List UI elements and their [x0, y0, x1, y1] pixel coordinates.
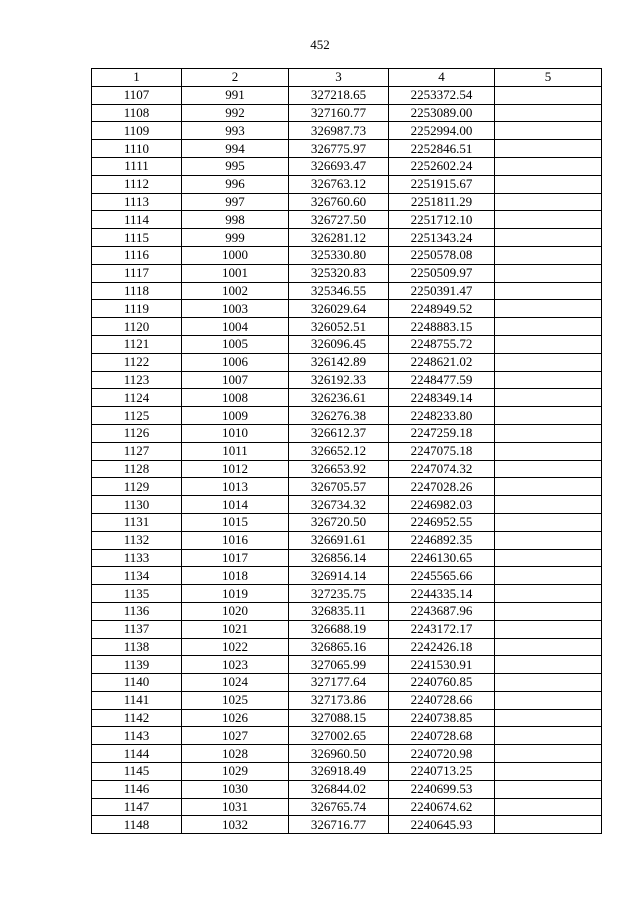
table-cell-col-1: 1108 — [92, 104, 182, 122]
table-cell-col-3: 326760.60 — [289, 193, 389, 211]
table-cell-col-1: 1140 — [92, 674, 182, 692]
table-cell-col-5 — [495, 318, 602, 336]
table-row — [92, 691, 602, 709]
table-cell-col-4: 2246892.35 — [389, 531, 495, 549]
table-cell-col-2: 1001 — [182, 264, 289, 282]
table-cell-col-3: 326652.12 — [289, 442, 389, 460]
table-cell-col-2: 1027 — [182, 727, 289, 745]
table-cell-col-5 — [495, 780, 602, 798]
table-cell-col-1: 1127 — [92, 442, 182, 460]
table-cell-col-2: 991 — [182, 86, 289, 104]
table-cell-col-3: 326688.19 — [289, 620, 389, 638]
table-cell-col-4: 2250578.08 — [389, 246, 495, 264]
table-cell-col-2: 1004 — [182, 318, 289, 336]
table-cell-col-3: 326765.74 — [289, 798, 389, 816]
table-cell-col-2: 1022 — [182, 638, 289, 656]
table-cell-col-1: 1114 — [92, 211, 182, 229]
table-cell-col-4: 2247259.18 — [389, 424, 495, 442]
table-row — [92, 549, 602, 567]
table-cell-col-5 — [495, 389, 602, 407]
table-cell-col-3: 327065.99 — [289, 656, 389, 674]
table-cell-col-5 — [495, 531, 602, 549]
table-row — [92, 86, 602, 104]
table-row — [92, 193, 602, 211]
table-cell-col-1: 1109 — [92, 122, 182, 140]
table-cell-col-2: 996 — [182, 175, 289, 193]
table-row — [92, 442, 602, 460]
table-cell-col-3: 326691.61 — [289, 531, 389, 549]
table-cell-col-2: 1016 — [182, 531, 289, 549]
table-cell-col-1: 1115 — [92, 229, 182, 247]
table-cell-col-2: 1012 — [182, 460, 289, 478]
table-row — [92, 513, 602, 531]
table-cell-col-2: 1014 — [182, 496, 289, 514]
table-cell-col-5 — [495, 638, 602, 656]
table-cell-col-4: 2251915.67 — [389, 175, 495, 193]
table-cell-col-4: 2250509.97 — [389, 264, 495, 282]
table-cell-col-5 — [495, 300, 602, 318]
table-cell-col-2: 1011 — [182, 442, 289, 460]
table-cell-col-3: 326192.33 — [289, 371, 389, 389]
table-cell-col-4: 2246130.65 — [389, 549, 495, 567]
table-cell-col-3: 326727.50 — [289, 211, 389, 229]
table-cell-col-3: 325320.83 — [289, 264, 389, 282]
table-cell-col-1: 1131 — [92, 513, 182, 531]
header-cell-3: 3 — [289, 69, 389, 87]
table-cell-col-1: 1126 — [92, 424, 182, 442]
table-cell-col-5 — [495, 549, 602, 567]
table-cell-col-2: 1018 — [182, 567, 289, 585]
coordinates-table — [91, 68, 602, 834]
table-cell-col-3: 325330.80 — [289, 246, 389, 264]
table-cell-col-1: 1133 — [92, 549, 182, 567]
table-cell-col-3: 327218.65 — [289, 86, 389, 104]
table-cell-col-1: 1116 — [92, 246, 182, 264]
table-cell-col-1: 1135 — [92, 585, 182, 603]
table-cell-col-2: 1026 — [182, 709, 289, 727]
table-cell-col-2: 1010 — [182, 424, 289, 442]
table-cell-col-5 — [495, 86, 602, 104]
table-cell-col-4: 2253372.54 — [389, 86, 495, 104]
table-cell-col-3: 326835.11 — [289, 602, 389, 620]
table-row — [92, 175, 602, 193]
table-cell-col-1: 1119 — [92, 300, 182, 318]
table-cell-col-1: 1134 — [92, 567, 182, 585]
table-cell-col-3: 327173.86 — [289, 691, 389, 709]
table-cell-col-2: 1009 — [182, 407, 289, 425]
table-cell-col-2: 1025 — [182, 691, 289, 709]
table-cell-col-1: 1124 — [92, 389, 182, 407]
table-cell-col-1: 1120 — [92, 318, 182, 336]
table-row — [92, 496, 602, 514]
table-cell-col-3: 326775.97 — [289, 140, 389, 158]
table-cell-col-5 — [495, 282, 602, 300]
header-cell-4: 4 — [389, 69, 495, 87]
table-cell-col-5 — [495, 513, 602, 531]
table-cell-col-3: 326612.37 — [289, 424, 389, 442]
table-cell-col-4: 2240738.85 — [389, 709, 495, 727]
table-cell-col-2: 993 — [182, 122, 289, 140]
table-cell-col-3: 326705.57 — [289, 478, 389, 496]
table-cell-col-1: 1144 — [92, 745, 182, 763]
table-cell-col-4: 2240713.25 — [389, 763, 495, 781]
table-cell-col-4: 2248883.15 — [389, 318, 495, 336]
table-cell-col-5 — [495, 442, 602, 460]
table-row — [92, 674, 602, 692]
table-cell-col-2: 998 — [182, 211, 289, 229]
table-row — [92, 816, 602, 834]
table-cell-col-4: 2240720.98 — [389, 745, 495, 763]
table-cell-col-4: 2245565.66 — [389, 567, 495, 585]
table-cell-col-4: 2247074.32 — [389, 460, 495, 478]
table-cell-col-5 — [495, 246, 602, 264]
table-cell-col-2: 1023 — [182, 656, 289, 674]
table-row — [92, 780, 602, 798]
table-cell-col-4: 2248621.02 — [389, 353, 495, 371]
table-cell-col-2: 1002 — [182, 282, 289, 300]
table-cell-col-3: 326276.38 — [289, 407, 389, 425]
table-cell-col-2: 997 — [182, 193, 289, 211]
table-cell-col-1: 1147 — [92, 798, 182, 816]
table-row — [92, 745, 602, 763]
table-cell-col-1: 1148 — [92, 816, 182, 834]
table-row — [92, 335, 602, 353]
table-cell-col-1: 1146 — [92, 780, 182, 798]
table-cell-col-3: 326716.77 — [289, 816, 389, 834]
table-row — [92, 264, 602, 282]
table-cell-col-4: 2240728.66 — [389, 691, 495, 709]
table-cell-col-3: 326914.14 — [289, 567, 389, 585]
table-row — [92, 478, 602, 496]
table-cell-col-3: 327088.15 — [289, 709, 389, 727]
table-cell-col-3: 326281.12 — [289, 229, 389, 247]
table-cell-col-2: 1013 — [182, 478, 289, 496]
table-cell-col-5 — [495, 193, 602, 211]
table-cell-col-3: 326236.61 — [289, 389, 389, 407]
table-cell-col-5 — [495, 353, 602, 371]
header-cell-2: 2 — [182, 69, 289, 87]
table-cell-col-1: 1123 — [92, 371, 182, 389]
table-cell-col-3: 326844.02 — [289, 780, 389, 798]
table-row — [92, 727, 602, 745]
table-cell-col-2: 1029 — [182, 763, 289, 781]
table-cell-col-2: 1031 — [182, 798, 289, 816]
table-row — [92, 371, 602, 389]
table-row — [92, 567, 602, 585]
table-cell-col-4: 2240645.93 — [389, 816, 495, 834]
table-row — [92, 638, 602, 656]
table-cell-col-5 — [495, 567, 602, 585]
table-cell-col-1: 1139 — [92, 656, 182, 674]
table-cell-col-5 — [495, 424, 602, 442]
table-cell-col-2: 1019 — [182, 585, 289, 603]
table-cell-col-3: 326763.12 — [289, 175, 389, 193]
table-cell-col-5 — [495, 727, 602, 745]
table-cell-col-1: 1130 — [92, 496, 182, 514]
table-cell-col-4: 2250391.47 — [389, 282, 495, 300]
table-cell-col-4: 2240728.68 — [389, 727, 495, 745]
table-cell-col-1: 1141 — [92, 691, 182, 709]
table-row — [92, 407, 602, 425]
table-row — [92, 318, 602, 336]
table-cell-col-4: 2248233.80 — [389, 407, 495, 425]
table-cell-col-3: 326096.45 — [289, 335, 389, 353]
table-cell-col-5 — [495, 122, 602, 140]
table-cell-col-5 — [495, 264, 602, 282]
table-cell-col-4: 2248949.52 — [389, 300, 495, 318]
table-cell-col-2: 1005 — [182, 335, 289, 353]
table-row — [92, 104, 602, 122]
table-cell-col-2: 999 — [182, 229, 289, 247]
table-cell-col-3: 326720.50 — [289, 513, 389, 531]
table-row — [92, 211, 602, 229]
table-cell-col-1: 1110 — [92, 140, 182, 158]
table-row — [92, 122, 602, 140]
table-cell-col-5 — [495, 104, 602, 122]
table-cell-col-2: 1020 — [182, 602, 289, 620]
table-cell-col-2: 1030 — [182, 780, 289, 798]
table-cell-col-5 — [495, 691, 602, 709]
table-body — [92, 69, 602, 834]
table-cell-col-5 — [495, 745, 602, 763]
table-cell-col-4: 2252994.00 — [389, 122, 495, 140]
table-cell-col-5 — [495, 140, 602, 158]
table-cell-col-1: 1121 — [92, 335, 182, 353]
table-cell-col-1: 1132 — [92, 531, 182, 549]
table-cell-col-5 — [495, 460, 602, 478]
table-cell-col-1: 1129 — [92, 478, 182, 496]
table-cell-col-2: 995 — [182, 157, 289, 175]
table-cell-col-4: 2248349.14 — [389, 389, 495, 407]
table-cell-col-4: 2242426.18 — [389, 638, 495, 656]
table-cell-col-3: 326052.51 — [289, 318, 389, 336]
table-cell-col-1: 1113 — [92, 193, 182, 211]
table-cell-col-5 — [495, 229, 602, 247]
table-cell-col-3: 326918.49 — [289, 763, 389, 781]
table-cell-col-4: 2243687.96 — [389, 602, 495, 620]
table-cell-col-3: 326856.14 — [289, 549, 389, 567]
table-cell-col-4: 2251343.24 — [389, 229, 495, 247]
table-cell-col-5 — [495, 211, 602, 229]
table-row — [92, 424, 602, 442]
table-cell-col-5 — [495, 763, 602, 781]
table-cell-col-3: 326693.47 — [289, 157, 389, 175]
table-cell-col-1: 1143 — [92, 727, 182, 745]
table-row — [92, 140, 602, 158]
table-cell-col-5 — [495, 157, 602, 175]
table-cell-col-4: 2247028.26 — [389, 478, 495, 496]
table-cell-col-2: 1000 — [182, 246, 289, 264]
table-cell-col-5 — [495, 602, 602, 620]
table-cell-col-4: 2246952.55 — [389, 513, 495, 531]
table-cell-col-1: 1112 — [92, 175, 182, 193]
table-cell-col-4: 2246982.03 — [389, 496, 495, 514]
table-cell-col-4: 2240760.85 — [389, 674, 495, 692]
table-cell-col-1: 1118 — [92, 282, 182, 300]
table-row — [92, 763, 602, 781]
table-cell-col-4: 2240674.62 — [389, 798, 495, 816]
table-row — [92, 531, 602, 549]
table-cell-col-4: 2240699.53 — [389, 780, 495, 798]
table-cell-col-5 — [495, 585, 602, 603]
table-cell-col-4: 2251712.10 — [389, 211, 495, 229]
table-cell-col-4: 2243172.17 — [389, 620, 495, 638]
table-cell-col-4: 2253089.00 — [389, 104, 495, 122]
table-cell-col-3: 326142.89 — [289, 353, 389, 371]
table-row — [92, 460, 602, 478]
table-cell-col-5 — [495, 371, 602, 389]
table-cell-col-3: 326987.73 — [289, 122, 389, 140]
table-row — [92, 282, 602, 300]
table-cell-col-5 — [495, 709, 602, 727]
table-cell-col-5 — [495, 496, 602, 514]
table-cell-col-2: 1032 — [182, 816, 289, 834]
table-cell-col-5 — [495, 674, 602, 692]
table-cell-col-1: 1145 — [92, 763, 182, 781]
table-row — [92, 709, 602, 727]
table-cell-col-4: 2241530.91 — [389, 656, 495, 674]
table-cell-col-2: 1028 — [182, 745, 289, 763]
table-row — [92, 300, 602, 318]
table-cell-col-1: 1137 — [92, 620, 182, 638]
table-cell-col-2: 1015 — [182, 513, 289, 531]
table-row — [92, 585, 602, 603]
table-cell-col-2: 1003 — [182, 300, 289, 318]
table-cell-col-5 — [495, 407, 602, 425]
table-row — [92, 229, 602, 247]
table-row — [92, 389, 602, 407]
table-cell-col-2: 1006 — [182, 353, 289, 371]
table-row — [92, 157, 602, 175]
table-cell-col-1: 1107 — [92, 86, 182, 104]
table-cell-col-3: 326865.16 — [289, 638, 389, 656]
table-cell-col-3: 327177.64 — [289, 674, 389, 692]
table-cell-col-1: 1122 — [92, 353, 182, 371]
table-cell-col-5 — [495, 798, 602, 816]
table-cell-col-1: 1111 — [92, 157, 182, 175]
table-row — [92, 620, 602, 638]
table-cell-col-2: 1021 — [182, 620, 289, 638]
table-row — [92, 798, 602, 816]
table-cell-col-5 — [495, 478, 602, 496]
table-cell-col-3: 326029.64 — [289, 300, 389, 318]
table-cell-col-3: 327235.75 — [289, 585, 389, 603]
table-cell-col-1: 1117 — [92, 264, 182, 282]
table-cell-col-4: 2244335.14 — [389, 585, 495, 603]
table-cell-col-2: 994 — [182, 140, 289, 158]
table-cell-col-4: 2248755.72 — [389, 335, 495, 353]
table-cell-col-2: 1007 — [182, 371, 289, 389]
table-cell-col-5 — [495, 656, 602, 674]
table-cell-col-5 — [495, 335, 602, 353]
table-cell-col-4: 2251811.29 — [389, 193, 495, 211]
table-cell-col-5 — [495, 175, 602, 193]
table-row — [92, 656, 602, 674]
table-cell-col-2: 992 — [182, 104, 289, 122]
table-cell-col-1: 1136 — [92, 602, 182, 620]
table-cell-col-1: 1138 — [92, 638, 182, 656]
table-cell-col-5 — [495, 816, 602, 834]
table-cell-col-1: 1125 — [92, 407, 182, 425]
table-cell-col-1: 1128 — [92, 460, 182, 478]
table-cell-col-2: 1008 — [182, 389, 289, 407]
table-row — [92, 602, 602, 620]
table-row — [92, 246, 602, 264]
table-row — [92, 353, 602, 371]
table-cell-col-3: 326960.50 — [289, 745, 389, 763]
table-header-row — [92, 69, 602, 87]
table-cell-col-3: 326734.32 — [289, 496, 389, 514]
table-cell-col-2: 1017 — [182, 549, 289, 567]
header-cell-5: 5 — [495, 69, 602, 87]
header-cell-1: 1 — [92, 69, 182, 87]
table-cell-col-2: 1024 — [182, 674, 289, 692]
table-cell-col-4: 2252846.51 — [389, 140, 495, 158]
table-cell-col-4: 2247075.18 — [389, 442, 495, 460]
page-number: 452 — [310, 37, 330, 52]
table-cell-col-3: 326653.92 — [289, 460, 389, 478]
table-cell-col-5 — [495, 620, 602, 638]
table-cell-col-3: 325346.55 — [289, 282, 389, 300]
table-cell-col-3: 327002.65 — [289, 727, 389, 745]
table-cell-col-4: 2252602.24 — [389, 157, 495, 175]
table-cell-col-4: 2248477.59 — [389, 371, 495, 389]
table-cell-col-1: 1142 — [92, 709, 182, 727]
table-cell-col-3: 327160.77 — [289, 104, 389, 122]
